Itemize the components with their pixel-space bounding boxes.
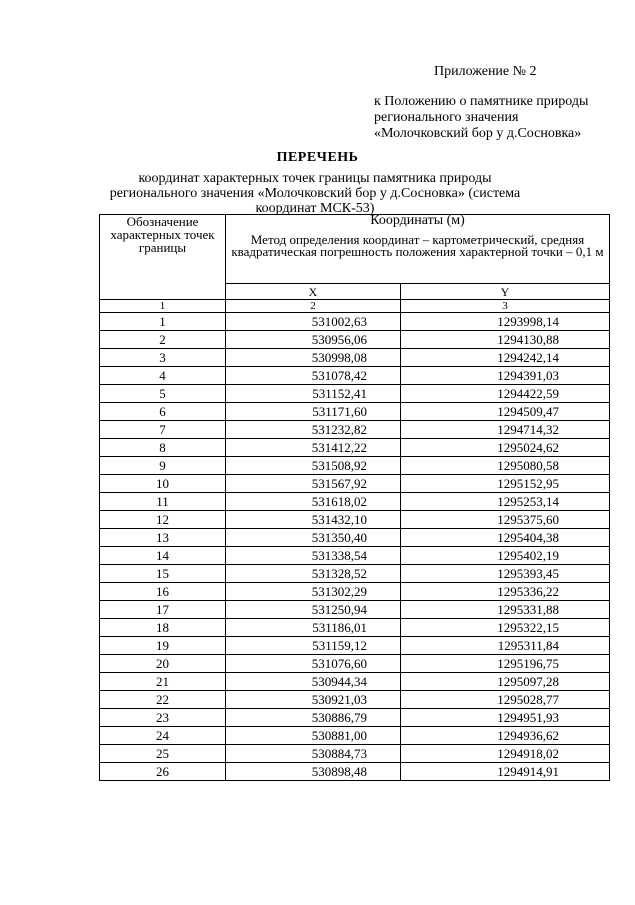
table-row <box>100 673 610 691</box>
coordinate-y: 1295404,38 <box>401 529 610 547</box>
point-number: 25 <box>100 745 226 763</box>
coordinate-y: 1295336,22 <box>401 583 610 601</box>
table-row <box>100 331 610 349</box>
coordinate-y: 1295196,75 <box>401 655 610 673</box>
appendix-line-3: «Молочковский бор у д.Сосновка» <box>374 126 582 141</box>
coordinate-x: 530884,73 <box>226 745 401 763</box>
header-designation: Обозначение характерных точек границы <box>100 215 226 300</box>
table-row <box>100 655 610 673</box>
coordinate-y: 1295331,88 <box>401 601 610 619</box>
coordinate-y: 1294130,88 <box>401 331 610 349</box>
table-row <box>100 475 610 493</box>
coordinate-y: 1294951,93 <box>401 709 610 727</box>
coordinate-x: 531567,92 <box>226 475 401 493</box>
point-number: 24 <box>100 727 226 745</box>
coordinate-x: 531618,02 <box>226 493 401 511</box>
coordinate-y: 1294714,32 <box>401 421 610 439</box>
coordinate-y: 1295393,45 <box>401 565 610 583</box>
table-row <box>100 439 610 457</box>
coordinate-x: 530898,48 <box>226 763 401 781</box>
appendix-line-2: регионального значения <box>374 110 519 125</box>
document-title: ПЕРЕЧЕНЬ <box>276 150 359 165</box>
table-row <box>100 367 610 385</box>
header-coordinates-title: Координаты (м) <box>370 213 465 228</box>
coordinate-y: 1295322,15 <box>401 619 610 637</box>
point-number: 13 <box>100 529 226 547</box>
point-number: 22 <box>100 691 226 709</box>
coordinate-x: 531302,29 <box>226 583 401 601</box>
table-row <box>100 385 610 403</box>
coordinate-y: 1294391,03 <box>401 367 610 385</box>
column-number-3: 3 <box>401 300 610 313</box>
header-y: Y <box>401 284 610 300</box>
coordinate-y: 1294918,02 <box>401 745 610 763</box>
point-number: 21 <box>100 673 226 691</box>
header-coordinates <box>226 215 610 284</box>
coordinate-y: 1294509,47 <box>401 403 610 421</box>
coordinate-x: 531159,12 <box>226 637 401 655</box>
table-row <box>100 745 610 763</box>
coordinate-x: 530886,79 <box>226 709 401 727</box>
point-number: 20 <box>100 655 226 673</box>
table-row <box>100 547 610 565</box>
point-number: 19 <box>100 637 226 655</box>
coordinate-x: 531078,42 <box>226 367 401 385</box>
point-number: 5 <box>100 385 226 403</box>
table-row <box>100 709 610 727</box>
coordinate-y: 1294936,62 <box>401 727 610 745</box>
table-row <box>100 565 610 583</box>
coordinate-y: 1294422,59 <box>401 385 610 403</box>
coordinate-x: 531412,22 <box>226 439 401 457</box>
table-row <box>100 349 610 367</box>
column-number-1: 1 <box>100 300 226 313</box>
coordinate-x: 530881,00 <box>226 727 401 745</box>
point-number: 10 <box>100 475 226 493</box>
coordinate-y: 1295402,19 <box>401 547 610 565</box>
coordinate-x: 531432,10 <box>226 511 401 529</box>
table-row <box>100 421 610 439</box>
table-row <box>100 403 610 421</box>
table-row <box>100 457 610 475</box>
table-row <box>100 601 610 619</box>
table-row <box>100 763 610 781</box>
header-method: Метод определения координат – картометрический, средняя квадратическая погрешность положения характерной точки – 0,1 м <box>231 232 604 259</box>
coordinate-x: 530956,06 <box>226 331 401 349</box>
table-row <box>100 493 610 511</box>
coordinates-table <box>99 214 610 781</box>
document-subtitle: координат характерных точек границы памятника природы регионального значения «Молочковский бор у д.Сосновка» (система координат МСК-53) <box>109 171 521 216</box>
point-number: 4 <box>100 367 226 385</box>
point-number: 9 <box>100 457 226 475</box>
coordinate-y: 1295152,95 <box>401 475 610 493</box>
column-number-2: 2 <box>226 300 401 313</box>
coordinate-x: 531508,92 <box>226 457 401 475</box>
coordinate-x: 531328,52 <box>226 565 401 583</box>
table-row <box>100 313 610 331</box>
table-row <box>100 727 610 745</box>
coordinate-x: 531338,54 <box>226 547 401 565</box>
coordinate-x: 531076,60 <box>226 655 401 673</box>
point-number: 16 <box>100 583 226 601</box>
table-row <box>100 583 610 601</box>
coordinate-y: 1295097,28 <box>401 673 610 691</box>
point-number: 12 <box>100 511 226 529</box>
point-number: 1 <box>100 313 226 331</box>
table-row <box>100 511 610 529</box>
point-number: 15 <box>100 565 226 583</box>
coordinate-y: 1293998,14 <box>401 313 610 331</box>
coordinate-y: 1294914,91 <box>401 763 610 781</box>
coordinate-y: 1295080,58 <box>401 457 610 475</box>
coordinate-y: 1295311,84 <box>401 637 610 655</box>
point-number: 17 <box>100 601 226 619</box>
appendix-number: Приложение № 2 <box>434 64 537 79</box>
coordinate-x: 531186,01 <box>226 619 401 637</box>
coordinate-y: 1295375,60 <box>401 511 610 529</box>
coordinate-y: 1295024,62 <box>401 439 610 457</box>
coordinate-x: 530921,03 <box>226 691 401 709</box>
coordinate-x: 531171,60 <box>226 403 401 421</box>
point-number: 26 <box>100 763 226 781</box>
point-number: 11 <box>100 493 226 511</box>
coordinate-x: 530944,34 <box>226 673 401 691</box>
table-row <box>100 619 610 637</box>
point-number: 2 <box>100 331 226 349</box>
table-row <box>100 529 610 547</box>
coordinate-x: 531152,41 <box>226 385 401 403</box>
coordinate-x: 531250,94 <box>226 601 401 619</box>
table-row <box>100 691 610 709</box>
table-body <box>100 313 610 781</box>
point-number: 7 <box>100 421 226 439</box>
appendix-line-1: к Положению о памятнике природы <box>374 94 589 109</box>
point-number: 18 <box>100 619 226 637</box>
point-number: 3 <box>100 349 226 367</box>
coordinate-y: 1295253,14 <box>401 493 610 511</box>
coordinate-y: 1295028,77 <box>401 691 610 709</box>
appendix-block <box>374 64 588 142</box>
coordinate-x: 531002,63 <box>226 313 401 331</box>
point-number: 14 <box>100 547 226 565</box>
table-row <box>100 637 610 655</box>
coordinate-x: 531350,40 <box>226 529 401 547</box>
header-x: X <box>226 284 401 300</box>
point-number: 23 <box>100 709 226 727</box>
coordinate-x: 531232,82 <box>226 421 401 439</box>
coordinate-y: 1294242,14 <box>401 349 610 367</box>
point-number: 6 <box>100 403 226 421</box>
coordinate-x: 530998,08 <box>226 349 401 367</box>
point-number: 8 <box>100 439 226 457</box>
